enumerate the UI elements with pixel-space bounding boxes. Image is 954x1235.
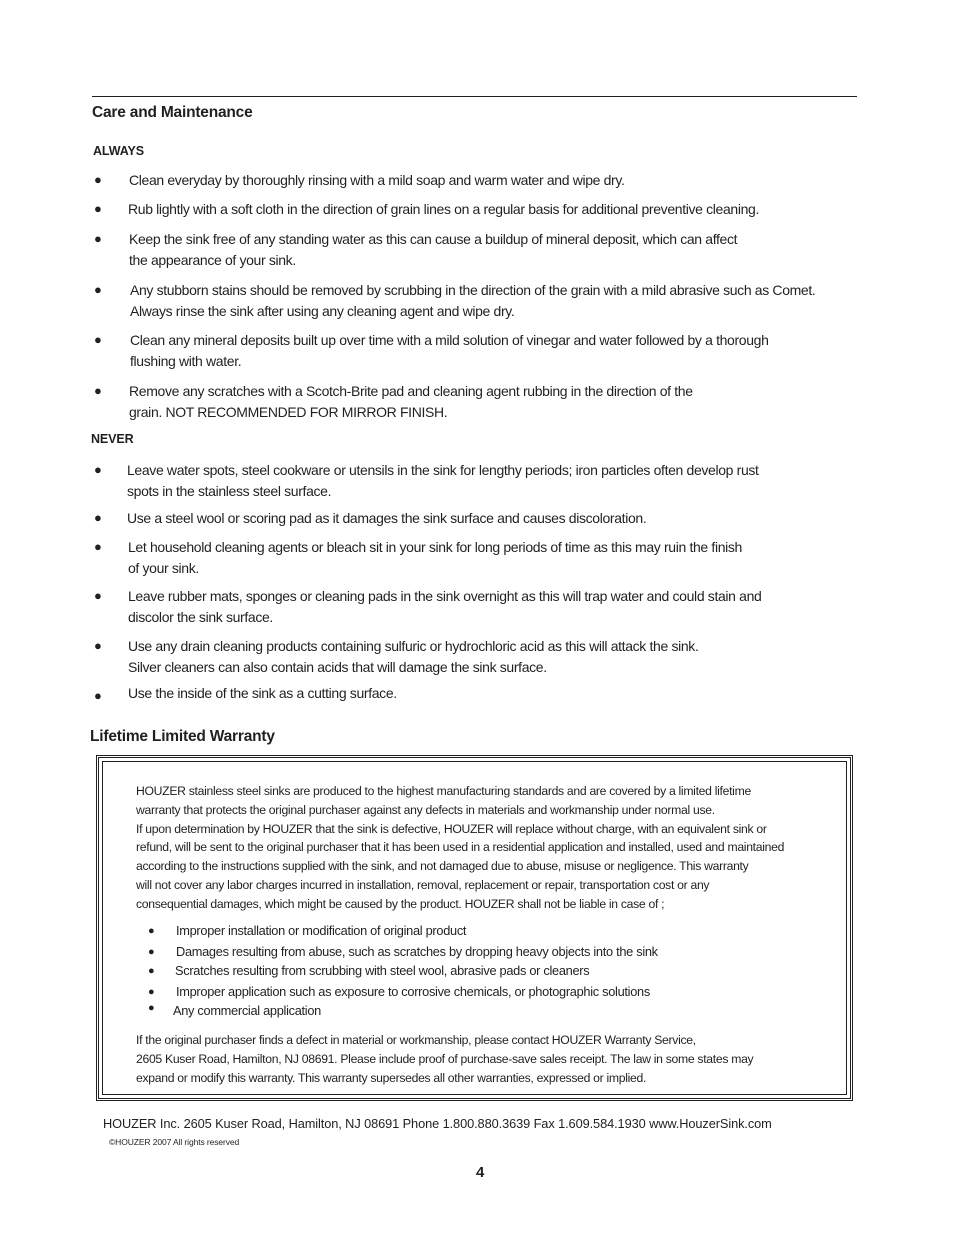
- never-heading: NEVER: [91, 432, 134, 446]
- warranty-title: Lifetime Limited Warranty: [90, 728, 275, 745]
- warranty-intro-line: consequential damages, which might be caused by the product. HOUZER shall not be liable in case of ;: [136, 896, 665, 911]
- warranty-intro-line: will not cover any labor charges incurred in installation, removal, replacement or repair, transportation cost or any: [136, 877, 710, 892]
- list-item-line: grain. NOT RECOMMENDED FOR MIRROR FINISH.: [129, 403, 448, 420]
- warranty-closing: [136, 1031, 753, 1087]
- warranty-closing-line: If the original purchaser finds a defect in material or workmanship, please contact HOUZER Warranty Service,: [136, 1033, 696, 1047]
- warranty-box: [96, 755, 853, 1101]
- list-item-line: Clean everyday by thoroughly rinsing with a mild soap and warm water and wipe dry.: [129, 172, 625, 188]
- exclusion-text: Improper installation or modification of original product: [176, 923, 467, 938]
- list-item-line: spots in the stainless steel surface.: [127, 482, 332, 499]
- bullet-icon: ●: [94, 688, 102, 703]
- warranty-intro-line: refund, will be sent to the original purchaser that it has been used in a residential application and installed, used and maintained: [136, 840, 785, 855]
- warranty-closing-line: expand or modify this warranty. This warranty supersedes all other warranties, expressed or implied.: [136, 1070, 647, 1085]
- bullet-icon: ●: [94, 282, 102, 297]
- exclusion-text: Damages resulting from abuse, such as scratches by dropping heavy objects into the sink: [176, 944, 658, 959]
- list-item-line: Silver cleaners can also contain acids that will damage the sink surface.: [128, 658, 547, 675]
- list-item-line: Use a steel wool or scoring pad as it damages the sink surface and causes discoloration.: [127, 510, 647, 526]
- care-maintenance-title: Care and Maintenance: [92, 104, 253, 121]
- list-item-line: Any stubborn stains should be removed by scrubbing in the direction of the grain with a mild abrasive such as Comet.: [130, 282, 816, 298]
- warranty-intro-line: warranty that protects the original purchaser against any defects in materials and workmanship under normal use.: [136, 802, 715, 817]
- list-item-line: Leave rubber mats, sponges or cleaning pads in the sink overnight as this will trap water and could stain and: [128, 588, 762, 604]
- list-item-line: Always rinse the sink after using any cleaning agent and wipe dry.: [130, 302, 515, 319]
- page-number: 4: [476, 1164, 485, 1181]
- bullet-icon: ●: [94, 462, 102, 477]
- list-item-line: Let household cleaning agents or bleach sit in your sink for long periods of time as this may ruin the finish: [128, 539, 742, 555]
- exclusion-text: Scratches resulting from scrubbing with steel wool, abrasive pads or cleaners: [175, 963, 590, 978]
- bullet-icon: ●: [94, 172, 102, 187]
- list-item-line: flushing with water.: [130, 352, 242, 369]
- exclusion-text: Any commercial application: [173, 1003, 321, 1018]
- list-item-line: Clean any mineral deposits built up over time with a mild solution of vinegar and water followed by a thorough: [130, 332, 769, 348]
- warranty-closing-line: 2605 Kuser Road, Hamilton, NJ 08691. Please include proof of purchase-save sales receipt. The law in some states may: [136, 1051, 754, 1066]
- list-item-line: the appearance of your sink.: [129, 251, 296, 268]
- bullet-icon: ●: [94, 588, 102, 603]
- bullet-icon: ●: [148, 986, 155, 998]
- bullet-icon: ●: [148, 1002, 155, 1014]
- always-heading: ALWAYS: [93, 144, 145, 158]
- list-item-line: of your sink.: [128, 559, 199, 576]
- list-item-line: Use the inside of the sink as a cutting surface.: [128, 685, 397, 701]
- bullet-icon: ●: [94, 201, 102, 216]
- warranty-intro-line: HOUZER stainless steel sinks are produced to the highest manufacturing standards and are covered by a limited lifetime: [136, 784, 751, 798]
- exclusion-text: Improper application such as exposure to corrosive chemicals, or photographic solutions: [176, 984, 650, 999]
- warranty-intro: [136, 782, 784, 914]
- bullet-icon: ●: [148, 946, 155, 958]
- list-item-line: Remove any scratches with a Scotch-Brite pad and cleaning agent rubbing in the direction of the: [129, 383, 693, 399]
- bullet-icon: ●: [148, 925, 155, 937]
- bullet-icon: ●: [94, 383, 102, 398]
- list-item-line: discolor the sink surface.: [128, 608, 273, 625]
- list-item-line: Leave water spots, steel cookware or utensils in the sink for lengthy periods; iron particles often develop rust: [127, 462, 759, 478]
- top-rule: [92, 96, 857, 97]
- bullet-icon: ●: [94, 539, 102, 554]
- footer-contact: HOUZER Inc. 2605 Kuser Road, Hamilton, NJ 08691 Phone 1.800.880.3639 Fax 1.609.584.1930 www.HouzerSink.com: [103, 1116, 772, 1131]
- bullet-icon: ●: [148, 965, 155, 977]
- bullet-icon: ●: [94, 510, 102, 525]
- bullet-icon: ●: [94, 638, 102, 653]
- bullet-icon: ●: [94, 231, 102, 246]
- list-item-line: Keep the sink free of any standing water as this can cause a buildup of mineral deposit, which can affect: [129, 231, 738, 247]
- list-item-line: Rub lightly with a soft cloth in the direction of grain lines on a regular basis for additional preventive cleaning.: [128, 201, 760, 217]
- bullet-icon: ●: [94, 332, 102, 347]
- warranty-intro-line: according to the instructions supplied with the sink, and not damaged due to abuse, misuse or negligence. This warranty: [136, 859, 749, 874]
- list-item-line: Use any drain cleaning products containing sulfuric or hydrochloric acid as this will attack the sink.: [128, 638, 699, 654]
- warranty-intro-line: If upon determination by HOUZER that the sink is defective, HOUZER will replace without charge, with an equivalent sink or: [136, 821, 767, 836]
- copyright-notice: ©HOUZER 2007 All rights reserved: [109, 1137, 240, 1147]
